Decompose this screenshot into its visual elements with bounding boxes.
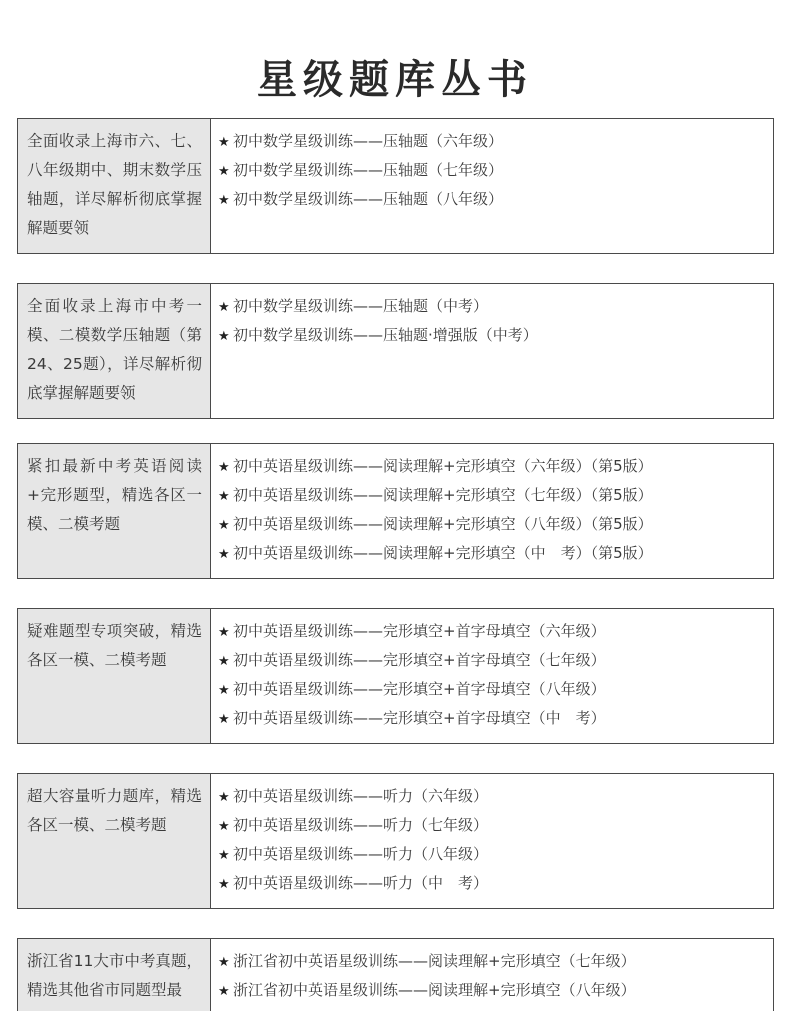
book-item: [212, 869, 773, 898]
book-item: [212, 539, 773, 568]
book-title: 初中英语星级训练——阅读理解+完形填空（中 考）（第5版）: [233, 544, 653, 562]
star-icon: ★: [218, 193, 230, 208]
book-item: [212, 185, 773, 214]
book-item: [212, 976, 773, 1005]
star-icon: ★: [218, 984, 230, 999]
book-title: 初中数学星级训练——压轴题（七年级）: [233, 161, 504, 179]
book-item: [212, 617, 773, 646]
book-item: [212, 452, 773, 481]
series-card: [17, 938, 774, 1011]
star-icon: ★: [218, 955, 230, 970]
book-title: 初中英语星级训练——完形填空+首字母填空（七年级）: [233, 651, 606, 669]
book-item: [212, 481, 773, 510]
star-icon: ★: [218, 877, 230, 892]
book-item: [212, 840, 773, 869]
book-item: [212, 127, 773, 156]
series-card: [17, 773, 774, 909]
book-item: [212, 156, 773, 185]
book-title: 初中英语星级训练——阅读理解+完形填空（七年级）（第5版）: [233, 486, 653, 504]
book-item: [212, 947, 773, 976]
book-list: [212, 617, 773, 733]
book-title: 浙江省初中英语星级训练——阅读理解+完形填空（八年级）: [233, 981, 636, 999]
book-item: [212, 811, 773, 840]
book-item: [212, 704, 773, 733]
star-icon: ★: [218, 329, 230, 344]
star-icon: ★: [218, 460, 230, 475]
star-icon: ★: [218, 848, 230, 863]
star-icon: ★: [218, 654, 230, 669]
book-list: [212, 947, 773, 1005]
star-icon: ★: [218, 135, 230, 150]
series-description: 全面收录上海市中考一模、二模数学压轴题（第24、25题），详尽解析彻底掌握解题要领: [18, 284, 211, 418]
book-title: 初中英语星级训练——听力（六年级）: [233, 787, 489, 805]
book-item: [212, 675, 773, 704]
star-icon: ★: [218, 547, 230, 562]
series-card: [17, 118, 774, 254]
book-title: 初中英语星级训练——阅读理解+完形填空（八年级）（第5版）: [233, 515, 653, 533]
book-item: [212, 782, 773, 811]
star-icon: ★: [218, 712, 230, 727]
book-title: 初中数学星级训练——压轴题（六年级）: [233, 132, 504, 150]
series-description: 疑难题型专项突破，精选各区一模、二模考题: [18, 609, 211, 743]
book-item: [212, 646, 773, 675]
star-icon: ★: [218, 683, 230, 698]
star-icon: ★: [218, 164, 230, 179]
book-title: 初中数学星级训练——压轴题（八年级）: [233, 190, 504, 208]
book-title: 初中数学星级训练——压轴题（中考）: [233, 297, 489, 315]
book-title: 初中英语星级训练——完形填空+首字母填空（中 考）: [233, 709, 606, 727]
book-item: [212, 321, 773, 350]
series-description: 全面收录上海市六、七、八年级期中、期末数学压轴题，详尽解析彻底掌握解题要领: [18, 119, 211, 253]
book-list: [212, 452, 773, 568]
book-title: 初中英语星级训练——完形填空+首字母填空（八年级）: [233, 680, 606, 698]
book-list: [212, 292, 773, 350]
book-title: 初中英语星级训练——听力（八年级）: [233, 845, 489, 863]
book-item: [212, 292, 773, 321]
page-title: 星级题库丛书: [257, 56, 533, 103]
book-title: 初中英语星级训练——听力（中 考）: [233, 874, 489, 892]
series-card: [17, 443, 774, 579]
series-description: 紧扣最新中考英语阅读+完形题型，精选各区一模、二模考题: [18, 444, 211, 578]
star-icon: ★: [218, 790, 230, 805]
star-icon: ★: [218, 625, 230, 640]
series-description: 超大容量听力题库，精选各区一模、二模考题: [18, 774, 211, 908]
series-card: [17, 283, 774, 419]
book-title: 浙江省初中英语星级训练——阅读理解+完形填空（七年级）: [233, 952, 636, 970]
book-list: [212, 782, 773, 898]
book-list: [212, 127, 773, 214]
book-title: 初中数学星级训练——压轴题·增强版（中考）: [233, 326, 538, 344]
star-icon: ★: [218, 300, 230, 315]
book-item: [212, 510, 773, 539]
book-title: 初中英语星级训练——完形填空+首字母填空（六年级）: [233, 622, 606, 640]
star-icon: ★: [218, 489, 230, 504]
book-title: 初中英语星级训练——阅读理解+完形填空（六年级）（第5版）: [233, 457, 653, 475]
series-card: [17, 608, 774, 744]
series-description: 浙江省11大市中考真题，精选其他省市同题型最: [18, 939, 211, 1011]
book-title: 初中英语星级训练——听力（七年级）: [233, 816, 489, 834]
star-icon: ★: [218, 518, 230, 533]
star-icon: ★: [218, 819, 230, 834]
